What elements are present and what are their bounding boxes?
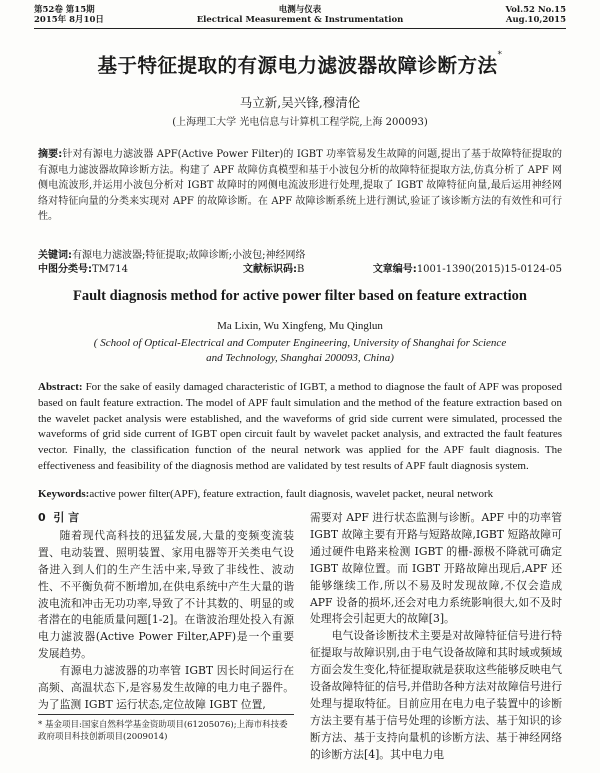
abstract-en [38,380,562,475]
paragraph: 需要对 APF 进行状态监测与诊断。APF 中的功率管 IGBT 故障主要有开路与短路故障,IGBT 短路故障可通过硬件电路来检测 IGBT 的栅-源极不降就可确定 IGBT 故障位置。而 IGBT 开路故障出现后,APF 还能够继续工作,所以不易及时发现故障,不仅会造成 APF 设备的损坏,还会对电力系统影响很大,如不及时处理将会引起更大的故障[3]。 [310,511,562,626]
section-heading [38,510,294,527]
paragraph: 有源电力滤波器的功率管 IGBT 因长时间运行在高频、高温状态下,是容易发生故障的电力电子器件。为了监测 IGBT 运行状态,定位故障 IGBT 位置, [38,664,294,711]
keywords-cn-label: 关键词: [38,250,72,261]
paragraph: 随着现代高科技的迅猛发展,大量的变频变流装置、电动装置、照明装置、家用电器等开关类电气设备进入到人们的生产生活中来,导致了非线性、波动性、不平衡负荷不断增加,在供电系统中产生大量的谐波电流和冲击无功功率,导致了不计其数的、明显的或者潜在的电能质量问题[1-2]。在谐波治理处投入有源电力滤波器(Active Power Filter,APF)是一个重要发展趋势。 [38,528,294,661]
body-column-left [38,510,294,714]
doc-code-value: B [297,264,305,275]
header-date: Vol.52 No.15 Aug.10,2015 [505,5,566,25]
doc-code-label: 文献标识码: [243,264,297,275]
classification-row [38,263,562,277]
section-title: 引 言 [53,511,80,524]
keywords-en [38,488,562,500]
article-number-value: 1001-1390(2015)15-0124-05 [416,264,562,275]
clc-label: 中图分类号: [38,264,92,275]
keywords-en-label: Keywords: [38,488,90,500]
running-header [34,4,566,29]
article-number [373,263,562,277]
article-number-label: 文章编号: [372,264,417,275]
title-footnote-mark: * [497,50,503,60]
abstract-cn-text: 针对有源电力滤波器 APF(Active Power Filter)的 IGBT 功率管易发生故障的问题,提出了基于故障特征提取的有源电力滤波器故障诊断方法。构建了 APF 故障仿真模型和基于小波包分析的故障特征提取方法,仿真分析了 APF 网侧电流波形,并运用小波包分析对 IGBT 故障时的网侧电流波形进行处理,提取了 IGBT 故障特征向量,最后运用神经网络对特征向量的分类来实现对 APF 的故障诊断。在 APF 故障诊断系统上进行测试,验证了该诊断方法的有效性和可行性。 [38,149,563,222]
keywords-cn-text: 有源电力滤波器;特征提取;故障诊断;小波包;神经网络 [72,250,306,261]
abstract-en-label: Abstract: [38,381,83,393]
abstract-en-text: For the sake of easily damaged characteristic of IGBT, a method to diagnose the fault of APF was proposed based on fault feature extraction. The model of APF fault simulation and the method of the feature extraction based on the wavelet packet analysis were established, and the waveforms of grid side current were simulated, processed the waveforms of grid side current of IGBT open circuit fault by wavelet packet analysis, and extracted the fault features vector. Finally, the classification function of the neural network was applied for the APF fault diagnosis. The effectiveness and feasibility of the diagnosis method are validated by test results of APF fault diagnosis system. [38,381,562,472]
paper-title-en: Fault diagnosis method for active power filter based on feature extraction [72,288,528,304]
paper-title-text: 基于特征提取的有源电力滤波器故障诊断方法 [97,54,498,77]
section-number: 0 [38,511,46,524]
paper-title [0,50,600,78]
header-journal: 电测与仪表 Electrical Measurement & Instrumentation [196,5,404,25]
authors-en: Ma Lixin, Wu Xingfeng, Mu Qinglun [217,320,383,332]
clc [38,264,128,275]
keywords-cn [38,249,562,263]
abstract-cn-label: 摘要: [38,149,63,160]
footnote: * 基金项目:国家自然科学基金资助项目(61205076);上海市科技委政府项目科技创新项目(2009014) [38,714,294,743]
metadata-block [38,249,562,277]
affiliation: (上海理工大学 光电信息与计算机工程学院,上海 200093) [172,117,428,128]
body-column-right [310,510,562,764]
abstract-cn [38,147,562,225]
authors: 马立新,吴兴锋,穆清伦 [239,95,361,110]
keywords-en-text: active power filter(APF), feature extraction, fault diagnosis, wavelet packet, neural network [89,488,494,500]
doc-code [243,263,304,277]
paragraph: 电气设备诊断技术主要是对故障特征信号进行特征提取与故障识别,由于电气设备故障和其时域或频域方面会发生变化,特征提取就是获取这些能够反映电气设备故障特征的信号,并借助各种方法对故障信号进行处理与提取特征。目前应用在电力电子装置中的诊断方法主要有基于信号处理的诊断方法、基于知识的诊断方法、基于支持向量机的诊断方法、基于神经网络的诊断方法[4]。其中电力电 [310,629,562,761]
header-volume: 第52卷 第15期 2015年 8月10日 [34,5,104,25]
clc-value: TM714 [92,264,128,275]
affiliation-en: ( School of Optical-Electrical and Computer Engineering, University of Shanghai for Science and Technology, Shanghai 200093, China) [93,337,507,364]
